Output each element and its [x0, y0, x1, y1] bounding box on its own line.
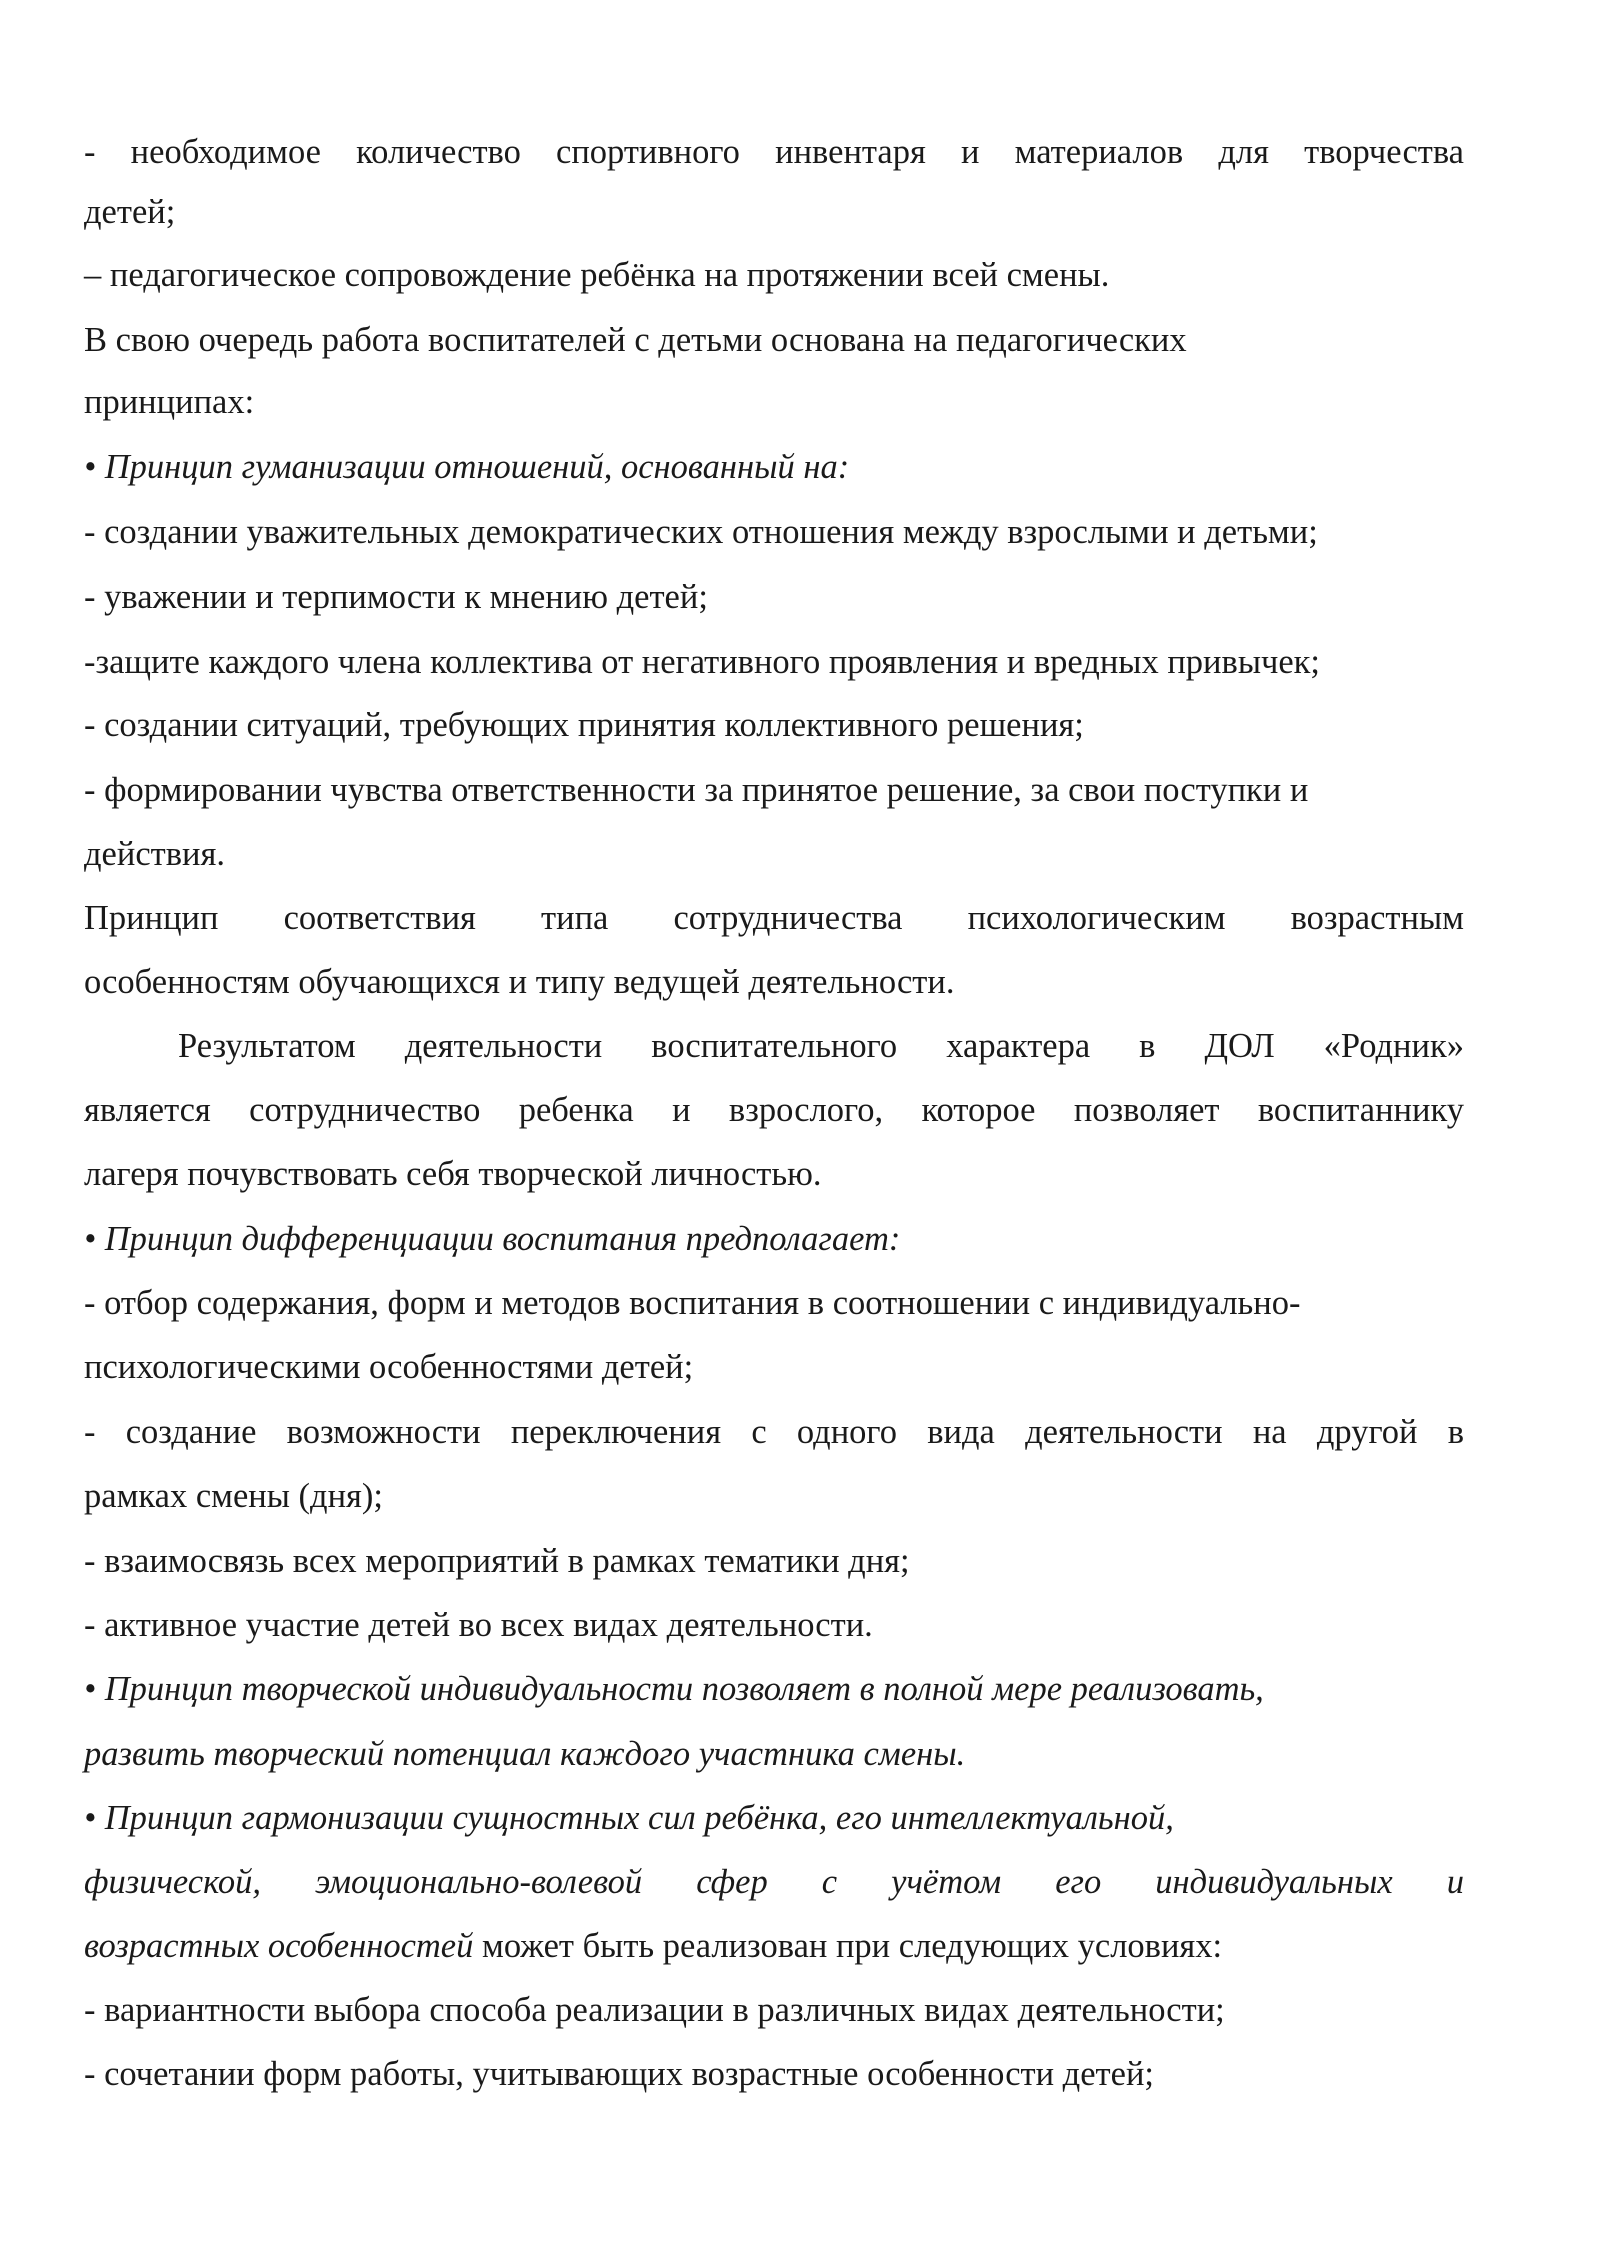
text-line-21: - создание возможности переключения с одного вида деятельности на другой в	[84, 1413, 1464, 1451]
text-line-22: рамках смены (дня);	[84, 1477, 383, 1515]
text-line-26: развить творческий потенциал каждого участника смены.	[84, 1735, 966, 1773]
text-line-12: действия.	[84, 835, 225, 873]
text-line-14: особенностям обучающихся и типу ведущей деятельности.	[84, 963, 955, 1001]
text-line-2: детей;	[84, 193, 176, 231]
text-line-13: Принцип соответствия типа сотрудничества психологическим возрастным	[84, 899, 1464, 937]
text-line-19: - отбор содержания, форм и методов воспитания в соотношении с индивидуально-	[84, 1284, 1301, 1322]
text-line-3: – педагогическое сопровождение ребёнка на протяжении всей смены.	[84, 256, 1110, 294]
principle-heading-creativity: • Принцип творческой индивидуальности позволяет в полной мере реализовать,	[84, 1670, 1264, 1708]
principle-heading-humanization: • Принцип гуманизации отношений, основанный на:	[84, 448, 850, 486]
text-line-30: - вариантности выбора способа реализации в различных видах деятельности;	[84, 1991, 1225, 2029]
text-line-4: В свою очередь работа воспитателей с детьми основана на педагогических	[84, 321, 1187, 359]
text-line-11: - формировании чувства ответственности за принятое решение, за свои поступки и	[84, 771, 1309, 809]
text-line-15: Результатом деятельности воспитательного характера в ДОЛ «Родник»	[178, 1027, 1464, 1065]
text-line-7: - создании уважительных демократических отношения между взрослыми и детьми;	[84, 513, 1318, 551]
text-line-16: является сотрудничество ребенка и взрослого, которое позволяет воспитаннику	[84, 1091, 1464, 1129]
text-line-20: психологическими особенностями детей;	[84, 1348, 694, 1386]
text-line-31: - сочетании форм работы, учитывающих возрастные особенности детей;	[84, 2055, 1154, 2093]
text-line-17: лагеря почувствовать себя творческой личностью.	[84, 1155, 822, 1193]
text-line-29-italic: возрастных особенностей	[84, 1927, 474, 1965]
text-line-28: физической, эмоционально-волевой сфер с учётом его индивидуальных и	[84, 1863, 1464, 1901]
text-line-5: принципах:	[84, 383, 255, 421]
principle-heading-harmonization: • Принцип гармонизации сущностных сил ребёнка, его интеллектуальной,	[84, 1799, 1174, 1837]
text-line-1: - необходимое количество спортивного инвентаря и материалов для творчества	[84, 133, 1464, 171]
text-line-29	[84, 1924, 1464, 1968]
text-line-29-regular: может быть реализован при следующих условиях:	[473, 1927, 1223, 1965]
text-line-23: - взаимосвязь всех мероприятий в рамках тематики дня;	[84, 1542, 910, 1580]
text-line-24: - активное участие детей во всех видах деятельности.	[84, 1606, 873, 1644]
text-line-10: - создании ситуаций, требующих принятия коллективного решения;	[84, 706, 1084, 744]
text-line-8: - уважении и терпимости к мнению детей;	[84, 578, 708, 616]
principle-heading-differentiation: • Принцип дифференциации воспитания предполагает:	[84, 1220, 901, 1258]
text-line-9: -защите каждого члена коллектива от негативного проявления и вредных привычек;	[84, 643, 1321, 681]
